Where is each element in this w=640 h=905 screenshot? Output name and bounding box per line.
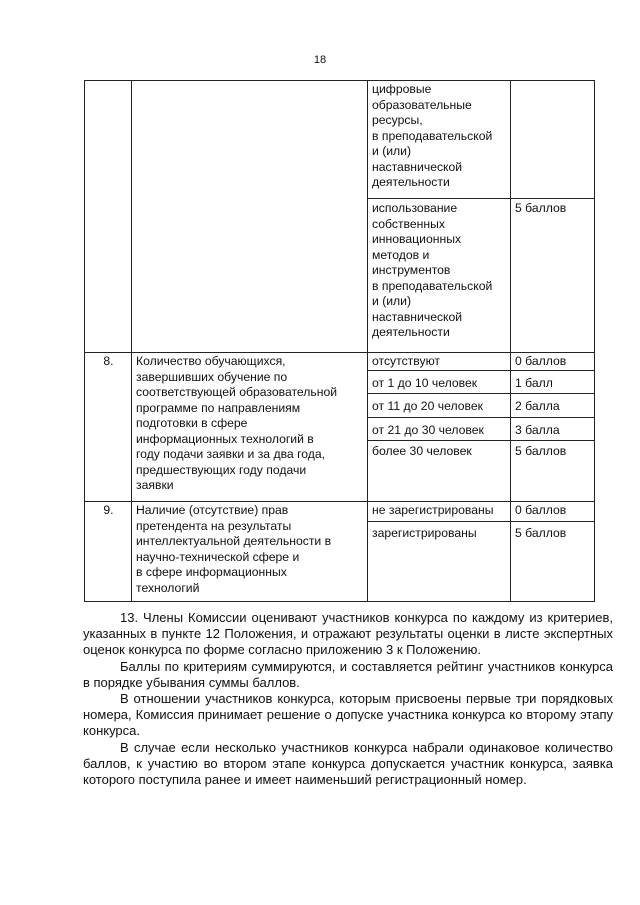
option-points: 5 баллов <box>511 198 594 218</box>
row-number: 9. <box>85 502 132 602</box>
points-cell <box>511 81 595 353</box>
criteria-table <box>84 80 595 602</box>
option-label: более 30 человек <box>368 440 510 461</box>
option-points: 2 балла <box>511 393 594 417</box>
row-number <box>85 81 132 353</box>
option-cell <box>368 353 511 502</box>
points-cell <box>511 353 595 502</box>
option-label: зарегистрированы <box>368 521 510 543</box>
criterion-text <box>132 81 368 353</box>
body-text <box>83 610 613 788</box>
option-label: цифровые образовательные ресурсы, в преподавательской и (или) наставнической деятельности <box>372 82 493 189</box>
paragraph: В отношении участников конкурса, которым присвоены первые три порядковых номера, Комиссия принимает решение о допуске участника конкурса ко второму этапу конкурса. <box>83 691 613 739</box>
option-label: от 11 до 20 человек <box>368 393 510 417</box>
option-points: 5 баллов <box>511 521 594 543</box>
option-points <box>515 82 591 198</box>
points-cell <box>511 502 595 602</box>
option-label: использование собственных инновационных методов и инструментов в преподавательской и (или) наставнической деятельности <box>368 198 510 342</box>
table-row <box>85 81 595 353</box>
option-points: 3 балла <box>511 417 594 441</box>
page-number: 18 <box>313 54 327 66</box>
paragraph: Баллы по критериям суммируются, и составляется рейтинг участников конкурса в порядке убывания суммы баллов. <box>83 658 613 690</box>
option-cell <box>368 81 511 353</box>
table-row <box>85 353 595 502</box>
paragraph: 13. Члены Комиссии оценивают участников конкурса по каждому из критериев, указанных в пункте 12 Положения, и отражают результаты оценки в листе экспертных оценок конкурса по форме согласно приложению 3 к Положению. <box>83 610 613 658</box>
option-points: 0 баллов <box>515 503 567 517</box>
criterion-text: Наличие (отсутствие) прав претендента на результаты интеллектуальной деятельности в научно-технической сфере и в сфере информационных технологий <box>132 502 368 602</box>
option-points: 1 балл <box>511 370 594 394</box>
option-label: не зарегистрированы <box>372 503 494 517</box>
option-points: 0 баллов <box>515 354 567 368</box>
option-label: от 21 до 30 человек <box>368 417 510 441</box>
option-label: от 1 до 10 человек <box>368 370 510 394</box>
option-points: 5 баллов <box>511 440 594 461</box>
option-cell <box>368 502 511 602</box>
table-row <box>85 502 595 602</box>
paragraph: В случае если несколько участников конкурса набрали одинаковое количество баллов, к участию во втором этапе конкурса допускается участник конкурса, заявка которого поступила ранее и имеет наименьший регистрационный номер. <box>83 739 613 788</box>
criterion-text: Количество обучающихся, завершивших обучение по соответствующей образовательной программе по направлениям подготовки в сфере информационных технологий в году подачи заявки и за два года, предшествующих году подачи заявки <box>132 353 368 502</box>
row-number: 8. <box>85 353 132 502</box>
option-label: отсутствуют <box>372 354 441 368</box>
